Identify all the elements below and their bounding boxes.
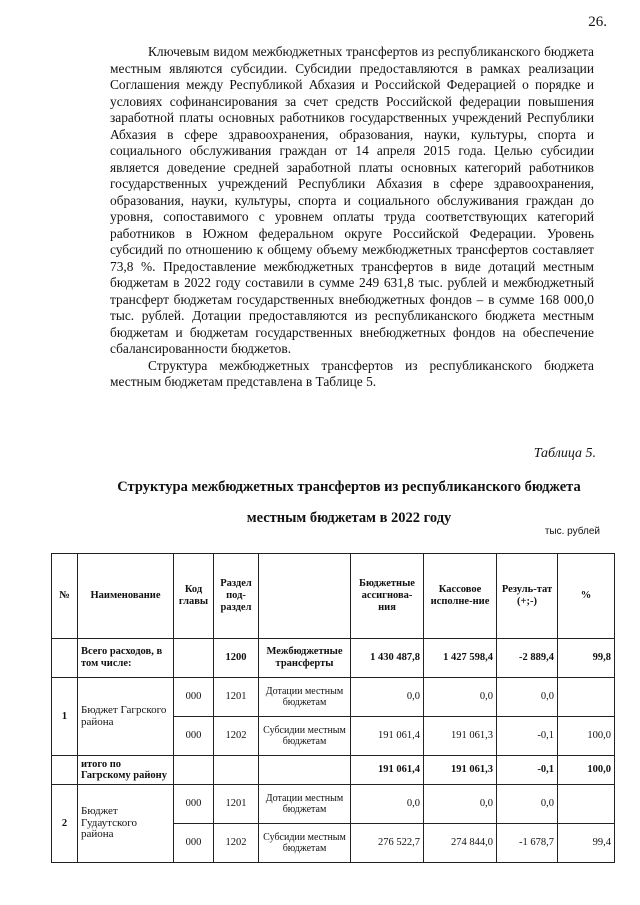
row-code: 000	[174, 785, 214, 824]
row-result: 0,0	[497, 678, 558, 717]
total-pct: 99,8	[558, 639, 615, 678]
header-row	[52, 554, 615, 639]
total-type: Межбюджетные трансферты	[259, 639, 351, 678]
row-section: 1202	[214, 824, 259, 863]
empty-cell	[52, 639, 78, 678]
total-section: 1200	[214, 639, 259, 678]
row-assign: 0,0	[351, 678, 424, 717]
empty-cell	[174, 639, 214, 678]
row-result: -0,1	[497, 717, 558, 756]
group-num: 2	[52, 785, 78, 863]
group-name: Бюджет Гагрского района	[78, 678, 174, 756]
group-name: Бюджет Гудаутского района	[78, 785, 174, 863]
row-pct: 99,4	[558, 824, 615, 863]
paragraph: Структура межбюджетных трансфертов из республиканского бюджета местным бюджетам представлена в Таблице 5.	[110, 357, 594, 389]
empty-cell	[174, 756, 214, 785]
row-pct	[558, 678, 615, 717]
row-type: Дотации местным бюджетам	[259, 678, 351, 717]
header-assign: Бюджетные ассигнова-ния	[351, 554, 424, 639]
group-num: 1	[52, 678, 78, 756]
summary-pct: 100,0	[558, 756, 615, 785]
row-assign: 191 061,4	[351, 717, 424, 756]
row-cash: 274 844,0	[424, 824, 497, 863]
header-result: Резуль-тат (+;-)	[497, 554, 558, 639]
summary-name: итого по Гагрскому району	[78, 756, 174, 785]
row-result: 0,0	[497, 785, 558, 824]
page-number: 26.	[588, 14, 607, 30]
header-num: №	[52, 554, 78, 639]
row-section: 1202	[214, 717, 259, 756]
table-title	[100, 472, 598, 534]
row-code: 000	[174, 717, 214, 756]
row-section: 1201	[214, 785, 259, 824]
row-cash: 191 061,3	[424, 717, 497, 756]
row-cash: 0,0	[424, 678, 497, 717]
row-section: 1201	[214, 678, 259, 717]
summary-result: -0,1	[497, 756, 558, 785]
table-title-line: местным бюджетам в 2022 году	[246, 510, 452, 526]
total-row	[52, 639, 615, 678]
row-assign: 0,0	[351, 785, 424, 824]
table-row	[52, 678, 615, 717]
row-type: Субсидии местным бюджетам	[259, 824, 351, 863]
summary-cash: 191 061,3	[424, 756, 497, 785]
summary-assign: 191 061,4	[351, 756, 424, 785]
row-pct	[558, 785, 615, 824]
empty-cell	[259, 756, 351, 785]
total-cash: 1 427 598,4	[424, 639, 497, 678]
header-type	[259, 554, 351, 639]
row-type: Дотации местным бюджетам	[259, 785, 351, 824]
row-pct: 100,0	[558, 717, 615, 756]
row-code: 000	[174, 678, 214, 717]
header-section: Раздел под-раздел	[214, 554, 259, 639]
table-title-line: Структура межбюджетных трансфертов из республиканского бюджета	[117, 479, 581, 495]
header-pct: %	[558, 554, 615, 639]
body-text	[110, 44, 594, 391]
empty-cell	[52, 756, 78, 785]
empty-cell	[214, 756, 259, 785]
header-code: Код главы	[174, 554, 214, 639]
total-result: -2 889,4	[497, 639, 558, 678]
table-row	[52, 785, 615, 824]
transfers-table	[51, 553, 615, 863]
total-assign: 1 430 487,8	[351, 639, 424, 678]
row-type: Субсидии местным бюджетам	[259, 717, 351, 756]
table-tag: Таблица 5.	[533, 446, 596, 461]
row-result: -1 678,7	[497, 824, 558, 863]
header-cash: Кассовое исполне-ние	[424, 554, 497, 639]
unit-label: тыс. рублей	[544, 526, 600, 537]
paragraph: Ключевым видом межбюджетных трансфертов из республиканского бюджета местным являются субсидии. Субсидии предоставляются в рамках реализации Соглашения между Республикой Абхазия и Российской Федерацией о порядке и условиях софинансирования за счет средств Российской федерации повышения заработной платы основных работников государственных учреждений Республики Абхазия в сфере здравоохранения, образования, науки, культуры, спорта и социального обслуживания граждан от 14 апреля 2015 года. Целью субсидии является доведение средней заработной платы основных категорий работников государственных учреждений Республики Абхазия в сфере здравоохранения, образования, науки, культуры, спорта и социального обслуживания граждан до уровня, сопоставимого с уровнем оплаты труда соответствующих категорий работников в Южном федеральном округе Российской Федерации. Уровень субсидий по отношению к общему объему межбюджетных трансфертов составляет 73,8 %. Предоставление межбюджетных трансфертов в виде дотаций местным бюджетам в 2022 году составили в сумме 249 631,8 тыс. рублей и межбюджетный трансферт бюджетам государственных внебюджетных фондов – в сумме 168 000,0 тыс. рублей. Дотации предоставляются из республиканского бюджета местным бюджетам и бюджетам государственных внебюджетных фондов на обеспечение сбалансированности бюджетов.	[110, 44, 594, 356]
row-assign: 276 522,7	[351, 824, 424, 863]
header-name: Наименование	[78, 554, 174, 639]
total-name: Всего расходов, в том числе:	[78, 639, 174, 678]
summary-row	[52, 756, 615, 785]
row-code: 000	[174, 824, 214, 863]
row-cash: 0,0	[424, 785, 497, 824]
